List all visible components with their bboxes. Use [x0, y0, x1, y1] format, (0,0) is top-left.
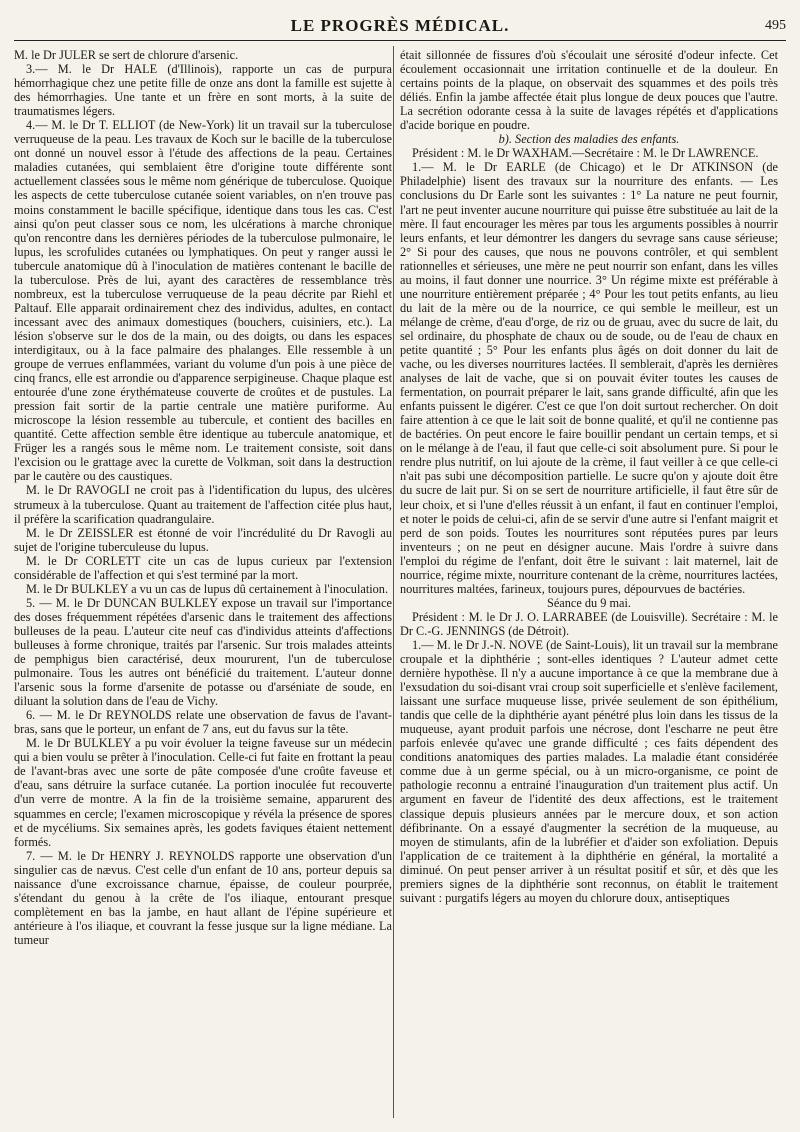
paragraph: 5. — M. le Dr DUNCAN BULKLEY expose un travail sur l'importance des doses fréquemment répétées d'arsenic dans le traitement des affections bulleuses de la peau. L'auteur cite neuf cas d'individus atteints d'affections bulleuses à forme chronique, traités par l'arsenic. Sur trois malades atteints de pemphigus bien caractérisé, deux moururent, l'un de tuberculose pulmonaire. Tous les autres ont bénéficié du traitement. L'auteur donne l'arsenic sous la forme d'arsenite de potasse ou d'arséniate de soude, en diluant la solution dans de l'eau de Vichy. — [14, 595, 392, 709]
paragraph: M. le Dr BULKLEY a vu un cas de lupus dû certainement à l'inoculation. — [26, 581, 389, 596]
paragraph: 4.— M. le Dr T. ELLIOT (de New-York) lit un travail sur la tuberculose verruqueuse de la peau. Les travaux de Koch sur le bacille de la tuberculose ont donné un nouvel essor à l'étude des affections de la peau. Certaines maladies cutanées, qui semblaient être d'origine toute différente sont actuellement classées sous le même nom générique de tuberculose. Quoique les aspects de cette tuberculose cutanée soient variables, on n'en trouve pas moins constamment le bacille spécifique, identique dans tous les cas. C'est ainsi qu'on peut classer sous ce nom, les ulcérations à marche chronique qu'on rencontre dans les dernières périodes de la tuberculose pulmonaire, le lupus, les scrofulides cutanées ou lymphatiques. On peut y ranger aussi le tubercule anatomique dû à l'inoculation de matières contenant le bacille de la tuberculose. Près de lui, ayant des caractères de ressemblance très nombreux, est la tuberculose verruqueuse de la peau décrite par Riehl et Paltauf. Elle apparait ordinairement chez des individus, adultes, en contact incessant avec des animaux domestiques (bouchers, cuisiniers, etc.). La lésion s'observe sur le dos de la main, ou des doigts, ou dans les espaces interdigitaux, ou à la face palmaire des phalanges. Elle ressemble à un groupe de verrues enflammées, variant du volume d'un pois à une pièce de cinq francs, elle est arrondie ou d'apparence serpigineuse. Chaque plaque est entourée d'une zone érythémateuse couverte de croûtes et de pustules. La pression fait sortir de la partie centrale une matière puriforme. Au microscope la lésion ressemble au tubercule, et contient des bacilles en quantité. Cette affection semble être identique au tubercule anatomique, et Früger les a rangés sous le même nom. Le traitement consiste, soit dans l'excision ou le grattage avec la curette de Volkman, soit dans la destruction par le cautère ou des caustiques. — [14, 118, 392, 484]
right-column — [400, 48, 778, 905]
session-officers: Président : M. le Dr WAXHAM.—Secrétaire : M. le Dr LAWRENCE. — [412, 146, 759, 161]
left-column — [14, 48, 392, 947]
section-heading: b). Section des maladies des enfants. — [498, 132, 680, 147]
paragraph: 1.— M. le Dr EARLE (de Chicago) et le Dr ATKINSON (de Philadelphie) lisent des travaux sur la nourriture des enfants. — Les conclusions du Dr Earle sont les suivantes : 1° La nature ne peut fournir, l'art ne peut inventer aucune nourriture qui puisse être substituée au lait de la mère. Il faut encourager les mères par tous les arguments possibles à nourrir leurs enfants, et leur démontrer les dangers du sevrage sans cause sérieuse; 2° Si pour des causes, que nous ne pouvons contrôler, et qui semblent rationnelles et sérieuses, une mère ne peut nourrir son enfant, dans les villes au moins, il faut donner une nourrice. 3° Un régime mixte est préférable à une nourriture entièrement préparée ; 4° Pour les tout petits enfants, au lieu du lait de la mère ou de la nourrice, ce qui semble le meilleur, est un mélange de crème, d'eau d'orge, de riz ou de gruau, avec du sucre de lait, du sel ordinaire, du phosphate de chaux ou de soude, ou de l'eau de chaux en petite quantité ; 5° Pour les enfants plus âgés on doit donner du lait de vache, ou les diverses nourritures lactées. Il semblerait, d'après les dernières analyses de lait de vache, que si on pouvait éviter toutes les causes de fermentation, on pourrait préparer le lait, sans grande difficulté, afin que les enfants puissent le digérer. C'est ce que l'on doit surtout rechercher. On doit faire attention à ce que le lait soit de bonne qualité, et qu'il ne contienne pas de bactéries. On peut encore le faire bouillir pendant un certain temps, et si on le mélange à de l'eau, il faut que celle-ci soit absolument pure. Si pour le rendre plus nutritif, on lui ajoute de la crème, il faut veiller à ce que celle-ci n'ait pas subi une décomposition partielle. Le sucre qu'on y ajoute doit être du sucre de lait pur. Si on se sert de nourriture artificielle, il faut être sûr de leur choix, et si l'une d'elles réussit à un enfant, il faut en continuer l'emploi, et noter le poids de celui-ci, afin de se servir d'une autre si l'enfant maigrit et perd de son poids. Toutes les nourritures sont réputées pures par leurs inventeurs ; on ne peut en désigner aucune. Mais l'ordre à suivre dans l'emploi du régime de l'enfant, doit être le suivant : lait maternel, lait de nourrice, régime mixte, nourriture contenant de la crème, nourritures lactées, nourritures maltées, farineux, toujours pures, dépourvues de bactéries. — [400, 160, 778, 596]
paragraph: M. le Dr CORLETT cite un cas de lupus curieux par l'extension considérable de l'affection et qui s'est terminé par la mort. — [14, 553, 392, 582]
paragraph: 3.— M. le Dr HALE (d'Illinois), rapporte un cas de purpura hémorrhagique chez une petite fille de onze ans dont la famille est sujette à des hémorrhagies. Une tante et un frère en sont morts, à la suite de traumatismes légers. — [14, 62, 392, 119]
paragraph: 6. — M. le Dr REYNOLDS relate une observation de favus de l'avant-bras, sans que le porteur, un enfant de 7 ans, eut du favus sur la tête. — [14, 708, 392, 737]
paragraph: 1.— M. le Dr J.-N. NOVE (de Saint-Louis), lit un travail sur la membrane croupale et la diphthérie ; sont-elles identiques ? L'auteur admet cette dernière hypothèse. Il n'y a aucune importance à ce que la membrane due à l'exsudation du soi-disant vrai croup soit superficielle et s'enlève facilement, laissant une surface muqueuse lisse, privée seulement de son épithélium, tandis que celle de la diphthérie ayant pénétré plus loin dans les tissus de la muqueuse, ayant produit parfois une nécrose, dont l'escharre ne peut être parfois enlevée qu'avec une grande difficulté ; ces faits dépendent des conditions anatomiques des parties malades. La maladie étant considérée comme due à un germe spécial, ou à un micro-organisme, ce point de pathologie reconnu a entrainé l'inauguration d'un traitement plus actif. Un argument en faveur de l'identité des deux affections, est le traitement classique depuis plusieurs années par le mercure doux, et son action défibrinante. On a essayé d'augmenter la secrétion de la muqueuse, au moyen de stimulants, afin de la lubréfier et d'aider son exfoliation. Depuis l'application de ce traitement à la diphthérie en général, la mortalité a diminué. On peut penser arriver à un résultat positif et sûr, et dès que les premiers signes de la diphthérie sont reconnus, on établit le traitement suivant : purgatifs légers au moyen du chlorure doux, antiseptiques — [400, 637, 778, 905]
column-divider — [393, 46, 394, 1118]
paragraph: 7. — M. le Dr HENRY J. REYNOLDS rapporte une observation d'un singulier cas de nævus. C'est celle d'un enfant de 10 ans, porteur depuis sa naissance d'une excroissance charnue, épaisse, de couleur pourprée, s'étendant du genou à la crête de l'os iliaque, entourant presque complètement en bas la jambe, en haut allant de l'épine supérieure et antérieure à l'os iliaque, et couvrant la fesse jusque sur la ligne médiane. La tumeur — [14, 848, 392, 947]
session-heading: Séance du 9 mai. — [546, 595, 631, 610]
session-officers: Président : M. le Dr J. O. LARRABEE (de Louisville). Secrétaire : M. le Dr C.-G. JENNINGS (de Détroit). — [400, 609, 778, 638]
paragraph: M. le Dr RAVOGLI ne croit pas à l'identification du lupus, des ulcères strumeux à la tuberculose. Quant au traitement de l'affection citée plus haut, il préfère la scarification quadrangulaire. — [14, 483, 392, 526]
journal-title: LE PROGRÈS MÉDICAL. — [290, 16, 510, 35]
page-number: 495 — [765, 18, 786, 33]
paragraph: M. le Dr BULKLEY a pu voir évoluer la teigne faveuse sur un médecin qui a bien voulu se prêter à l'inoculation. Celle-ci fut faite en frottant la peau de l'avant-bras avec une sorte de pâte composée d'une croûte faveuse et d'eau, sans détruire la surface cutanée. La portion inoculée fut recouverte d'un verre de montre. A la fin de la troisième semaine, apparurent des squammes en cercle; l'examen microscopique y révéla la présence de spores et de mycéliums. Six semaines après, les godets faviques étaient nettement formés. — [14, 736, 392, 849]
paragraph: était sillonnée de fissures d'où s'écoulait une sérosité d'odeur infecte. Cet écoulement occasionnait une irritation continuelle et de la douleur. En certains points de la plaque, on observait des squammes et des poils très déliés. Enfin la jambe affectée était plus longue de deux pouces que l'autre. La secrétion odorante cessa à la suite de lavages répétés et d'applications d'acide borique en poudre. — [400, 48, 778, 133]
paragraph: M. le Dr JULER se sert de chlorure d'arsenic. — [14, 48, 239, 62]
paragraph: M. le Dr ZEISSLER est étonné de voir l'incrédulité du Dr Ravogli au sujet de l'origine tuberculeuse du lupus. — [14, 525, 392, 554]
page-header — [14, 14, 786, 41]
